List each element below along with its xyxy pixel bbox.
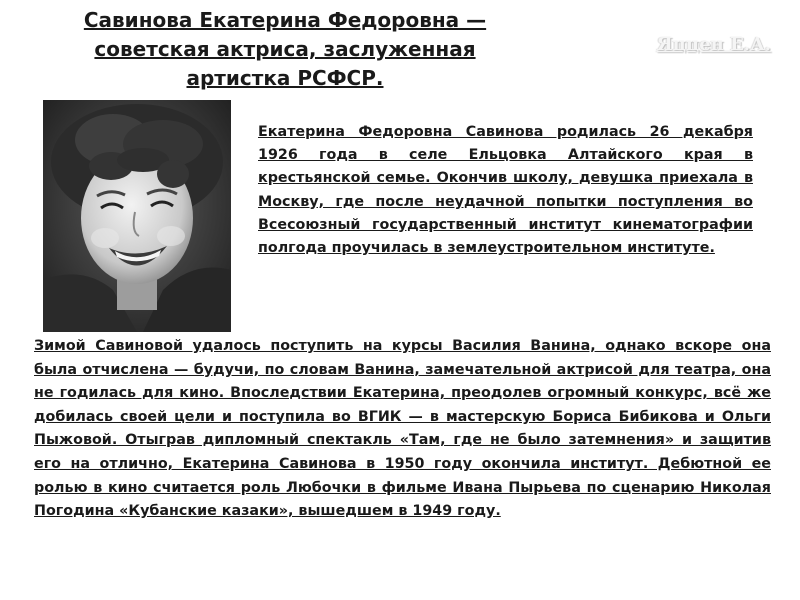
body-paragraph: Зимой Савиновой удалось поступить на курсы Василия Ванина, однако вскоре она была отчислена — будучи, по словам Ванина, замечательной актрисой для театра, она не годилась для кино. Впоследствии Екатерина, преодолев огромный конкурс, всё же добилась своей цели и поступила во ВГИК — в мастерскую Бориса Бибикова и Ольги Пыжовой. Отыграв дипломный спектакль «Там, где не было затемнения» и защитив его на отлично, Екатерина Савинова в 1950 году окончила институт. Дебютной ее ролью в кино считается роль Любочки в фильме Ивана Пырьева по сценарию Николая Погодина «Кубанские казаки», вышедшем в 1949 году.: [34, 338, 771, 520]
portrait-photo: [43, 100, 231, 332]
author-watermark: Яццен Е.А.: [656, 34, 771, 55]
slide-title: Савинова Екатерина Федоровна — советская актриса, заслуженная артистка РСФСР.: [83, 8, 487, 90]
intro-paragraph: Екатерина Федоровна Савинова родилась 26 декабря 1926 года в селе Ельцовка Алтайского края в крестьянской семье. Окончив школу, девушка приехала в Москву, где после неудачной попытки поступления во Всесоюзный государственный институт кинематографии полгода проучилась в землеустроительном институте.: [258, 124, 753, 257]
